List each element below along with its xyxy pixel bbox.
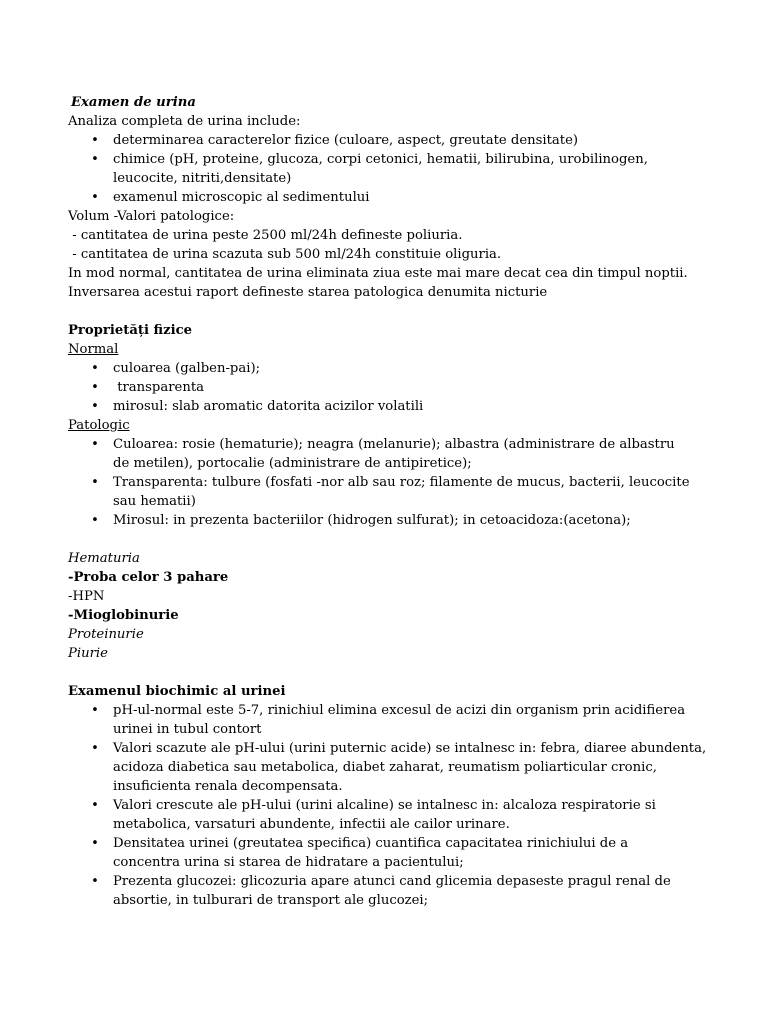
volum-line: - cantitatea de urina peste 2500 ml/24h defineste poliuria. (68, 228, 463, 243)
volum-line: In mod normal, cantitatea de urina eliminata ziua este mai mare decat cea din timpul noptii. (68, 266, 688, 281)
biochimic-list (68, 701, 708, 910)
bullet-icon: • (91, 133, 99, 148)
list-item: • Mirosul: in prezenta bacteriilor (hidrogen sulfurat); in cetoacidoza:(acetona); (68, 511, 708, 530)
mioglobinurie-label: -Mioglobinurie (68, 608, 179, 623)
bullet-icon: • (91, 399, 99, 414)
list-item: • Valori scazute ale pH-ului (urini puternic acide) se intalnesc in: febra, diaree abundenta, acidoza diabetica sau metabolica, diabet zaharat, reumatism poliarticular cronic, insuficienta renala decompensata. (68, 739, 708, 796)
list-item: • transparenta (68, 378, 708, 397)
bullet-icon: • (91, 703, 99, 718)
list-item: • Prezenta glucozei: glicozuria apare atunci cand glicemia depaseste pragul renal de absortie, in tulburari de transport ale glucozei; (68, 872, 708, 910)
bullet-icon: • (91, 874, 99, 889)
volum-heading: Volum -Valori patologice: (68, 209, 235, 224)
list-item: • Transparenta: tulbure (fosfati -nor alb sau roz; filamente de mucus, bacterii, leucocite sau hematii) (68, 473, 708, 511)
list-item: • mirosul: slab aromatic datorita acizilor volatili (68, 397, 708, 416)
bullet-icon: • (91, 513, 99, 528)
bullet-icon: • (91, 361, 99, 376)
bullet-icon: • (91, 152, 99, 167)
list-item: • Densitatea urinei (greutatea specifica) cuantifica capacitatea rinichiului de a concentra urina si starea de hidratare a pacientului; (68, 834, 708, 872)
normal-list (68, 359, 708, 416)
list-item: • culoarea (galben-pai); (68, 359, 708, 378)
bullet-icon: • (91, 798, 99, 813)
hematuria-label: Hematuria (68, 551, 140, 566)
proba-label: -Proba celor 3 pahare (68, 570, 229, 585)
hpn-label: -HPN (68, 589, 105, 604)
analiza-list (68, 131, 708, 207)
biochimic-heading: Examenul biochimic al urinei (68, 684, 286, 699)
list-item: • pH-ul-normal este 5-7, rinichiul elimina excesul de acizi din organism prin acidifierea urinei in tubul contort (68, 701, 708, 739)
document-page (68, 93, 708, 910)
bullet-icon: • (91, 380, 99, 395)
bullet-icon: • (91, 836, 99, 851)
bullet-icon: • (91, 190, 99, 205)
proteinurie-label: Proteinurie (68, 627, 144, 642)
patologic-list (68, 435, 708, 530)
patologic-heading: Patologic (68, 418, 130, 433)
list-item: • determinarea caracterelor fizice (culoare, aspect, greutate densitate) (68, 131, 708, 150)
proprietati-heading: Proprietăți fizice (68, 323, 193, 338)
volum-line: - cantitatea de urina scazuta sub 500 ml/24h constituie oliguria. (68, 247, 502, 262)
normal-heading: Normal (68, 342, 119, 357)
list-item: • Valori crescute ale pH-ului (urini alcaline) se intalnesc in: alcaloza respiratorie si metabolica, varsaturi abundente, infectii ale cailor urinare. (68, 796, 708, 834)
bullet-icon: • (91, 741, 99, 756)
list-item: • chimice (pH, proteine, glucoza, corpi cetonici, hematii, bilirubina, urobilinogen, leucocite, nitriti,densitate) (68, 150, 708, 188)
list-item: • examenul microscopic al sedimentului (68, 188, 708, 207)
document-title: Examen de urina (71, 95, 196, 110)
bullet-icon: • (91, 475, 99, 490)
piurie-label: Piurie (68, 646, 108, 661)
volum-line: Inversarea acestui raport defineste starea patologica denumita nicturie (68, 285, 548, 300)
intro-text: Analiza completa de urina include: (68, 114, 301, 129)
list-item: • Culoarea: rosie (hematurie); neagra (melanurie); albastra (administrare de albastru de metilen), portocalie (administrare de antipiretice); (68, 435, 708, 473)
bullet-icon: • (91, 437, 99, 452)
